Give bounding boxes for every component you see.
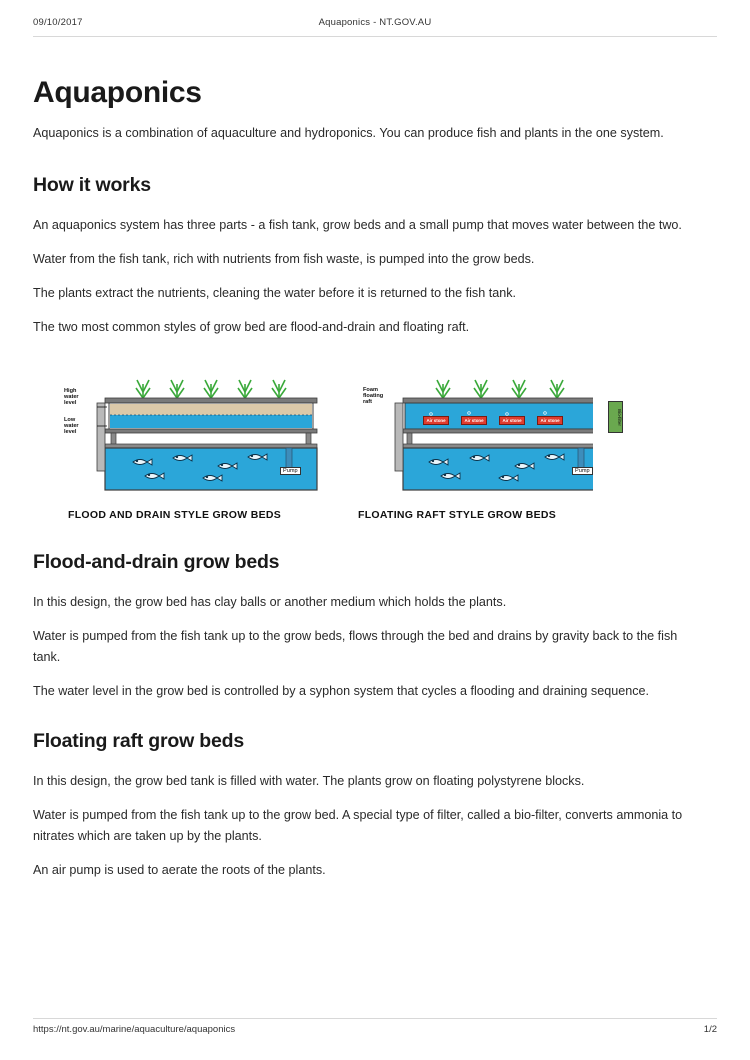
label-low-water-level-line1: Low (64, 417, 76, 423)
label-air-stone: Air stone (461, 416, 487, 425)
page-title: Aquaponics (33, 76, 202, 109)
section-heading-flood-and-drain: Flood-and-drain grow beds (33, 551, 280, 573)
print-footer (0, 1024, 750, 1038)
label-pump-left: Pump (280, 467, 301, 475)
paragraph: Water is pumped from the fish tank up to the grow beds, flows through the bed and drains by gravity back to the fish tank. (33, 629, 678, 664)
label-air-stone: Air stone (423, 416, 449, 425)
page-number: 1/2 (703, 1024, 717, 1035)
label-pump-right: Pump (572, 467, 593, 475)
label-low-water-level-line3: level (64, 429, 77, 435)
section-heading-floating-raft: Floating raft grow beds (33, 730, 244, 752)
label-air-stone: Air stone (499, 416, 525, 425)
figure-captions (33, 509, 593, 523)
label-foam-raft-line2: floating (363, 393, 384, 399)
label-high-water-level-line1: High (64, 388, 77, 394)
label-air-stone: Air stone (537, 416, 563, 425)
figure-caption-left: FLOOD AND DRAIN STYLE GROW BEDS (68, 509, 282, 521)
paragraph: An aquaponics system has three parts - a fish tank, grow beds and a small pump that moves water between the two. (33, 218, 682, 232)
figure-caption-right: FLOATING RAFT STYLE GROW BEDS (358, 509, 557, 521)
paragraph: Water is pumped from the fish tank up to the grow bed. A special type of filter, called a bio-filter, converts ammonia to nitrates which are taken up by the plants. (33, 808, 683, 843)
aquaponics-diagram (33, 358, 593, 508)
label-bio-filter: Bio-filter (608, 401, 623, 433)
label-foam-raft-line3: raft (363, 399, 373, 405)
header-divider (33, 36, 717, 37)
paragraph: Water from the fish tank, rich with nutrients from fish waste, is pumped into the grow beds. (33, 252, 535, 266)
source-url[interactable]: https://nt.gov.au/marine/aquaculture/aquaponics (33, 1024, 236, 1035)
document-content (33, 60, 717, 881)
print-header (0, 17, 750, 31)
paragraph: An air pump is used to aerate the roots of the plants. (33, 863, 326, 877)
intro-paragraph: Aquaponics is a combination of aquaculture and hydroponics. You can produce fish and plants in the one system. (33, 126, 664, 140)
paragraph: The water level in the grow bed is controlled by a syphon system that cycles a flooding and draining sequence. (33, 684, 650, 698)
label-high-water-level-line3: level (64, 400, 77, 406)
print-date: 09/10/2017 (33, 17, 83, 28)
paragraph: The plants extract the nutrients, cleaning the water before it is returned to the fish tank. (33, 286, 517, 300)
print-doc-title: Aquaponics - NT.GOV.AU (318, 17, 432, 28)
label-high-water-level-line2: water (64, 394, 79, 400)
paragraph: In this design, the grow bed tank is filled with water. The plants grow on floating polystyrene blocks. (33, 774, 585, 788)
paragraph: The two most common styles of grow bed are flood-and-drain and floating raft. (33, 320, 470, 334)
footer-divider (33, 1018, 717, 1019)
aquaponics-diagram-figure (33, 358, 622, 523)
section-heading-how-it-works: How it works (33, 174, 151, 196)
label-low-water-level-line2: water (64, 423, 79, 429)
paragraph: In this design, the grow bed has clay balls or another medium which holds the plants. (33, 595, 507, 609)
label-foam-raft-line1: Foam (363, 387, 378, 393)
